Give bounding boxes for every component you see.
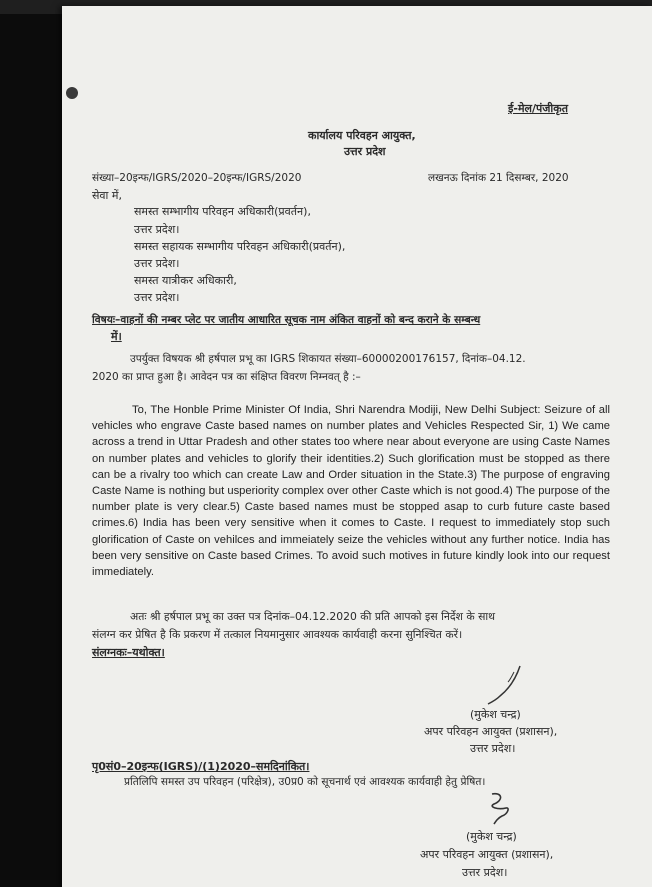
background-left (0, 14, 62, 887)
email-tag: ई-मेल/पंजीकृत (508, 102, 568, 115)
addressee-line: उत्तर प्रदेश। (134, 291, 180, 304)
addressee-line: उत्तर प्रदेश। (134, 223, 180, 236)
signatory-name: (मुकेश चन्द्र) (470, 708, 521, 721)
signatory-designation: अपर परिवहन आयुक्त (प्रशासन), (424, 725, 558, 738)
signatory-state: उत्तर प्रदेश। (462, 866, 508, 879)
reference-number: संख्या–20इन्फ/IGRS/2020–20इन्फ/IGRS/2020 (92, 172, 302, 184)
complaint-text: To, The Honble Prime Minister Of India, Shri Narendra Modiji, New Delhi Subject: Seizure of all vehicles who engrave Caste based names on number plates and Vehicles Respected Sir, 1) We came across a trend in Uttar Pradesh and other states too where near about everyone are using Caste Names on number plates and vehicles to glorify their identities.2) Such glorification must be stopped as there can be a rivalry too which can create Law and Order situation in the State.3) The purpose of engraving Caste Name is nothing but usperiority complex over other Caste which is not good.4) The purpose of the number plate is very clear.5) Caste based names must be stopped asap to curb future caste based crimes.6) India has been very sensitive when it comes to Caste. I request to immediately stop such glorification of Caste on vehilces and immeiately seize the vehicles without any further notice. India has been very sensitive on Caste based Crimes. To avoid such motives in future kindly look into our request immediately. (92, 404, 610, 579)
addressee-line: समस्त यात्रीकर अधिकारी, (134, 274, 237, 287)
punch-hole (66, 87, 78, 99)
subject-line: विषयः–वाहनों की नम्बर प्लेट पर जातीय आधारित सूचक नाम अंकित वाहनों को बन्द कराने के सम्बन्ध (92, 314, 481, 326)
copy-text: प्रतिलिपि समस्त उप परिवहन (परिक्षेत्र), उ0प्र0 को सूचनार्थ एवं आवश्यक कार्यवाही हेतु प्रेषित। (124, 776, 486, 788)
signature-mark (474, 788, 524, 826)
subject-line-cont: में। (111, 330, 122, 343)
direction-line-cont: संलग्न कर प्रेषित है कि प्रकरण में तत्काल नियमानुसार आवश्यक कार्यवाही करना सुनिश्चित करें। (92, 628, 463, 641)
letter-date: लखनऊ दिनांक 21 दिसम्बर, 2020 (428, 172, 569, 184)
signature-mark (470, 662, 530, 708)
signatory-name: (मुकेश चन्द्र) (466, 830, 517, 843)
intro-line-cont: 2020 का प्राप्त हुआ है। आवेदन पत्र का संक्षिप्त विवरण निम्नवत् है :– (92, 371, 361, 383)
copy-reference: पृ0सं0–20इन्फ(IGRS)/(1)2020–समदिनांकित। (92, 760, 310, 773)
addressee-line: उत्तर प्रदेश। (134, 257, 180, 270)
salutation: सेवा में, (92, 189, 122, 202)
addressee-line: समस्त सम्भागीय परिवहन अधिकारी(प्रवर्तन), (134, 205, 311, 218)
addressee-line: समस्त सहायक सम्भागीय परिवहन अधिकारी(प्रवर्तन), (134, 240, 346, 253)
direction-line: अतः श्री हर्षपाल प्रभू का उक्त पत्र दिनांक–04.12.2020 की प्रति आपको इस निर्देश के साथ (130, 610, 496, 623)
office-name: कार्यालय परिवहन आयुक्त, (308, 129, 416, 142)
signatory-state: उत्तर प्रदेश। (470, 742, 516, 755)
signatory-designation: अपर परिवहन आयुक्त (प्रशासन), (420, 848, 554, 861)
office-state: उत्तर प्रदेश (344, 145, 386, 158)
intro-line: उपर्युक्त विषयक श्री हर्षपाल प्रभू का IGRS शिकायत संख्या–60000200176157, दिनांक–04.12. (130, 353, 526, 365)
enclosure: संलग्नकः–यथोक्त। (92, 646, 165, 659)
